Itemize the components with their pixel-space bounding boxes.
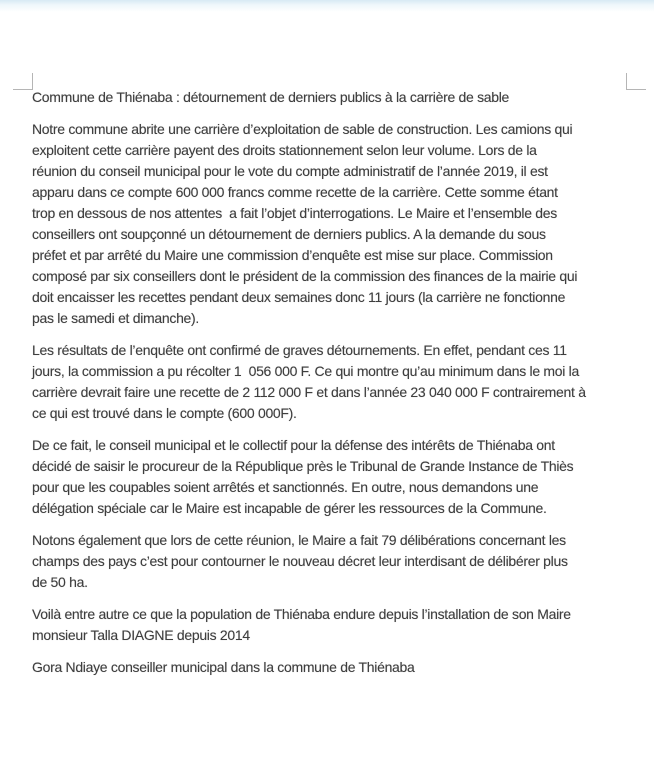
text-line: champs des pays c’est pour contourner le nouveau décret leur interdisant de délibérer plus (32, 553, 568, 569)
signature-paragraph (32, 657, 632, 678)
text-line: monsieur Talla DIAGNE depuis 2014 (32, 627, 250, 643)
text-line: jours, la commission a pu récolter 1 056 000 F. Ce qui montre qu’au minimum dans le moi la (32, 363, 579, 379)
text-line: ce qui est trouvé dans le compte (600 000F). (32, 405, 297, 421)
text-line: Les résultats de l’enquête ont confirmé de graves détournements. En effet, pendant ces 11 (32, 342, 567, 358)
paragraph-saisine-procureur (32, 435, 632, 519)
text-line: apparu dans ce compte 600 000 francs comme recette de la carrière. Cette somme étant (32, 184, 558, 200)
text-boundary-corner-mark-top-left (13, 73, 33, 90)
text-line: carrière devrait faire une recette de 2 112 000 F et dans l’année 23 040 000 F contrairement à (32, 384, 586, 400)
text-line: préfet et par arrêté du Maire une commission d’enquête est mise sur place. Commission (32, 247, 553, 263)
text-line: doit encaisser les recettes pendant deux semaines donc 11 jours (la carrière ne fonctionne (32, 289, 566, 305)
text-line: composé par six conseillers dont le président de la commission des finances de la mairie qui (32, 268, 578, 284)
paragraph-intro-carriere (32, 119, 632, 329)
document-title (32, 87, 632, 108)
document-body (32, 87, 632, 689)
text-line: De ce fait, le conseil municipal et le collectif pour la défense des intérêts de Thiénaba ont (32, 437, 555, 453)
text-line: de 50 ha. (32, 574, 88, 590)
paragraph-conclusion (32, 604, 632, 646)
paragraph-resultats-enquete (32, 340, 632, 424)
title-line: Commune de Thiénaba : détournement de derniers publics à la carrière de sable (32, 89, 510, 105)
text-line: pour que les coupables soient arrêtés et sanctionnés. En outre, nous demandons une (32, 479, 539, 495)
text-line: Voilà entre autre ce que la population de Thiénaba endure depuis l’installation de son Maire (32, 606, 571, 622)
text-line: réunion du conseil municipal pour le vote du compte administratif de l’année 2019, il est (32, 163, 548, 179)
text-line: conseillers ont soupçonné un détournement de derniers publics. A la demande du sous (32, 226, 546, 242)
text-line: décidé de saisir le procureur de la République près le Tribunal de Grande Instance de Thiès (32, 458, 574, 474)
top-edge-shading (0, 0, 654, 12)
text-line: pas le samedi et dimanche). (32, 310, 199, 326)
text-line: Notre commune abrite une carrière d’exploitation de sable de construction. Les camions qui (32, 121, 573, 137)
text-line: exploitent cette carrière payent des droits stationnement selon leur volume. Lors de la (32, 142, 537, 158)
text-line: Notons également que lors de cette réunion, le Maire a fait 79 délibérations concernant les (32, 532, 566, 548)
text-line: trop en dessous de nos attentes a fait l’objet d’interrogations. Le Maire et l’ensemble des (32, 205, 557, 221)
paragraph-deliberations (32, 530, 632, 593)
text-line: Gora Ndiaye conseiller municipal dans la commune de Thiénaba (32, 659, 415, 675)
text-line: délégation spéciale car le Maire est incapable de gérer les ressources de la Commune. (32, 500, 547, 516)
